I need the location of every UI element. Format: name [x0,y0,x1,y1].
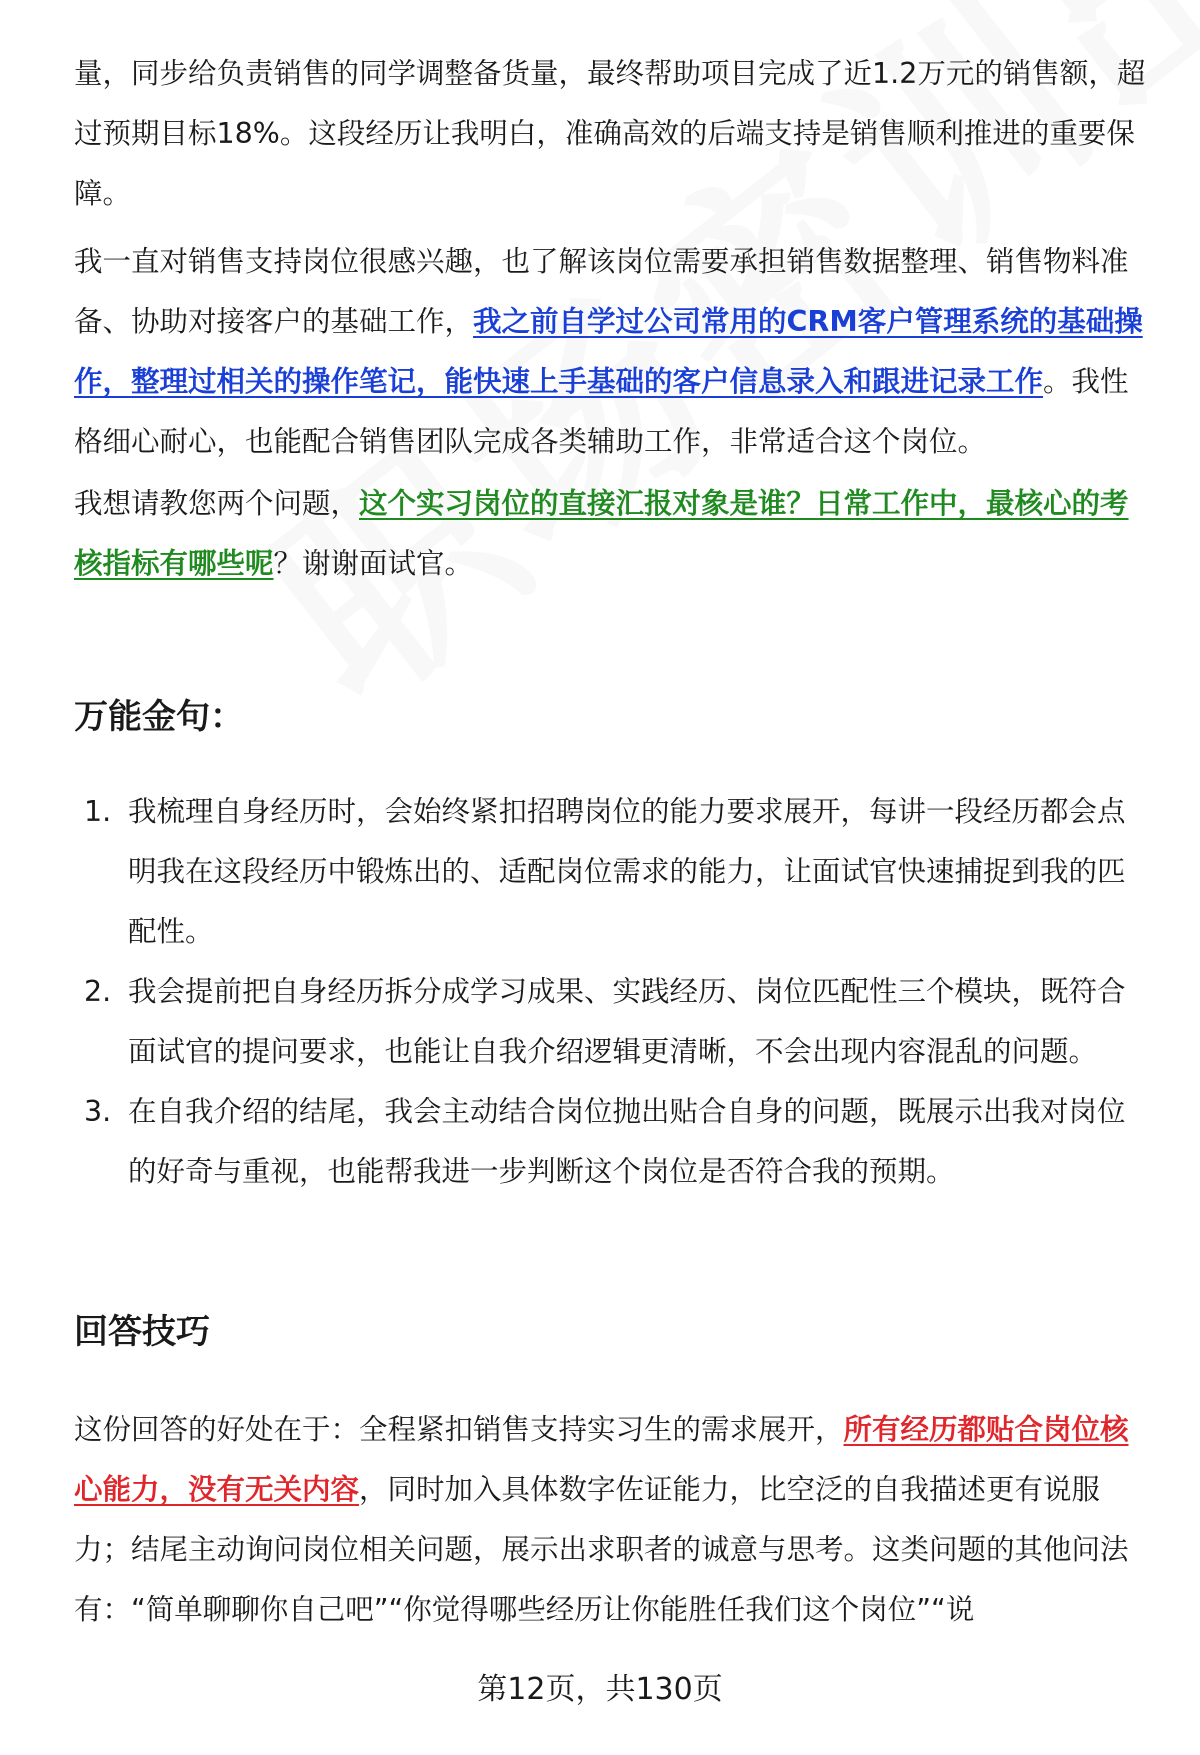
section-heading-golden-sentences: 万能金句： [74,697,244,737]
highlight-red: 所有经历都贴合岗位核心能力，没有无关内容 [74,1413,1129,1506]
golden-sentence-list [74,782,1150,1202]
paragraph-text: 。我性格细心耐心，也能配合销售团队完成各类辅助工作，非常适合这个岗位。 [74,365,1129,458]
paragraph-text: ？谢谢面试官。 [273,547,474,580]
list-text: 我会提前把自身经历拆分成学习成果、实践经历、岗位匹配性三个模块，既符合面试官的提问要求，也能让自我介绍逻辑更清晰，不会出现内容混乱的问题。 [128,975,1126,1068]
list-text: 我梳理自身经历时，会始终紧扣招聘岗位的能力要求展开，每讲一段经历都会点明我在这段经历中锻炼出的、适配岗位需求的能力，让面试官快速捕捉到我的匹配性。 [128,795,1126,948]
section-heading-answer-tips: 回答技巧 [74,1312,210,1352]
list-text: 在自我介绍的结尾，我会主动结合岗位抛出贴合自身的问题，既展示出我对岗位的好奇与重视，也能帮我进一步判断这个岗位是否符合我的预期。 [128,1095,1126,1188]
list-item [74,782,1150,962]
paragraph-text: 量，同步给负责销售的同学调整备货量，最终帮助项目完成了近1.2万元的销售额，超过预期目标18%。这段经历让我明白，准确高效的后端支持是销售顺利推进的重要保障。 [74,57,1146,210]
highlight-green: 这个实习岗位的直接汇报对象是谁？日常工作中，最核心的考核指标有哪些呢 [74,487,1129,580]
list-number: 1. [84,795,112,828]
paragraph-text: ，同时加入具体数字佐证能力，比空泛的自我描述更有说服力；结尾主动询问岗位相关问题，展示出求职者的诚意与思考。这类问题的其他问法有：“简单聊聊你自己吧”“你觉得哪些经历让你能胜任我们这个岗位”“说 [74,1473,1129,1626]
paragraph-text: 我想请教您两个问题， [74,487,360,520]
list-item [74,962,1150,1082]
highlight-blue: 我之前自学过公司常用的CRM客户管理系统的基础操作，整理过相关的操作笔记，能快速上手基础的客户信息录入和跟进记录工作 [74,305,1143,398]
page-number: 第12页，共130页 [477,1672,723,1707]
paragraph-text: 这份回答的好处在于：全程紧扣销售支持实习生的需求展开， [74,1413,844,1446]
paragraph-experience [74,44,1150,224]
list-number: 2. [84,975,112,1008]
list-number: 3. [84,1095,112,1128]
paragraph-questions [74,474,1150,594]
paragraph-tips [74,1400,1150,1640]
paragraph-text: 我一直对销售支持岗位很感兴趣，也了解该岗位需要承担销售数据整理、销售物料准备、协助对接客户的基础工作， [74,245,1129,338]
list-item [74,1082,1150,1202]
paragraph-interest [74,232,1150,472]
